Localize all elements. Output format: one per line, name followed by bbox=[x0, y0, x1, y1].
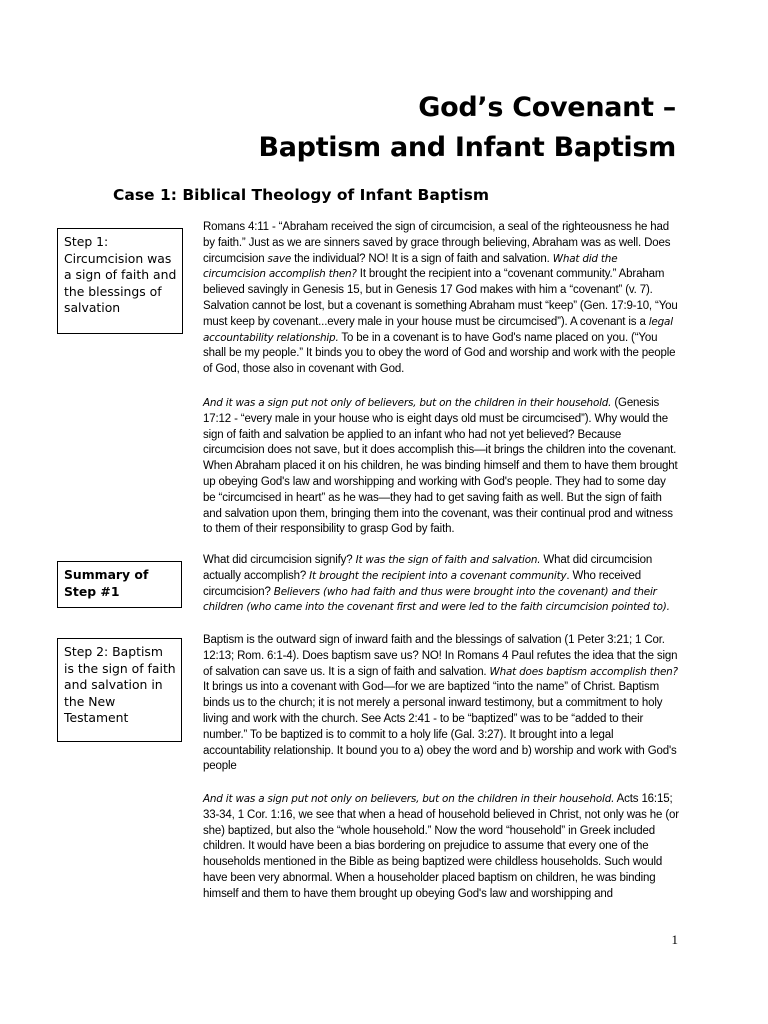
text-run: Romans 4:11 - “Abraham received the sign of circumcision, a seal of the righteousness he had by faith.” Just as we are sinners saved by grace through believing, Abraham was as well. Does circumcision bbox=[203, 221, 671, 265]
text-run: the individual? NO! It is a sign of faith and salvation. bbox=[291, 252, 553, 265]
text-run: . Who received circumcision? bbox=[203, 569, 642, 598]
emphasis-run: It was the sign of faith and salvation. bbox=[355, 554, 541, 566]
emphasis-run: Believers (who had faith and thus were brought into the covenant) and their children (who came into the covenant first and were led to the faith circumcision pointed to). bbox=[203, 585, 670, 614]
step-1-box: Step 1: Circumcision was a sign of faith and the blessings of salvation bbox=[57, 228, 183, 334]
case-heading: Case 1: Biblical Theology of Infant Baptism bbox=[113, 186, 489, 204]
summary-step-1-box: Summary of Step #1 bbox=[57, 561, 182, 608]
paragraph-baptism bbox=[203, 633, 680, 775]
paragraph-romans bbox=[203, 220, 680, 378]
page-number: 1 bbox=[671, 932, 678, 947]
emphasis-run: And it was a sign put not only of believers, but on the children in their household. bbox=[203, 397, 612, 409]
emphasis-run: What did the circumcision accomplish then? bbox=[203, 252, 618, 281]
text-run: Acts 16:15; 33-34, 1 Cor. 1:16, we see that when a head of household believed in Christ, not only was he (or she) baptized, but also the “whole household.” Now the word “household” in Greek included children. It would have been a bias bordering on prejudice to assume that every one of the households mentioned in the Bible as being baptized were childless households. Such would have been very abnormal. When a householder placed baptism on children, he was binding himself and them to have them brought up obeying God's law and worshipping and bbox=[203, 793, 679, 900]
title-line-1: God’s Covenant – bbox=[418, 92, 676, 123]
step-2-box: Step 2: Baptism is the sign of faith and salvation in the New Testament bbox=[57, 638, 182, 742]
emphasis-run: legal accountability relationship. bbox=[203, 315, 673, 344]
title-line-2: Baptism and Infant Baptism bbox=[258, 132, 676, 163]
paragraph-circumcision-children bbox=[203, 396, 680, 538]
paragraph-summary bbox=[203, 553, 680, 616]
emphasis-run: save bbox=[267, 252, 292, 265]
text-run: It brought the recipient into a “covenant community.” Abraham believed savingly in Genesis 15, but in Genesis 17 God makes with him a “covenant” (v. 7). Salvation cannot be lost, but a covenant is something Abraham must “keep” (Gen. 17:9-10, “You must keep by covenant...every male in your house must be circumcised”). A covenant is a bbox=[203, 268, 678, 328]
text-run: Baptism is the outward sign of inward faith and the blessings of salvation (1 Peter 3:21; 1 Cor. 12:13; Rom. 6:1-4). Does baptism save us? NO! In Romans 4 Paul refutes the idea that the sign of salvation can save us. It is a sign of faith and salvation. bbox=[203, 634, 678, 678]
text-run: What did circumcision signify? bbox=[203, 554, 356, 566]
document-title bbox=[258, 88, 676, 168]
emphasis-run: And it was a sign put not only on believers, but on the children in their household. bbox=[203, 793, 615, 805]
emphasis-run: What does baptism accomplish then? bbox=[489, 665, 678, 678]
text-run: It brings us into a covenant with God—for we are baptized “into the name” of Christ. Baptism binds us to the church; it is not merely a personal inward testimony, but a commitment to holy living and work with the church. See Acts 2:41 - to be “baptized” was to be “added to their number.” To be baptized is to commit to a holy life (Gal. 3:27). It brought into a legal accountability relationship. It bound you to a) obey the word and b) worship and work with God's people bbox=[203, 681, 677, 773]
text-run: What did circumcision actually accomplish? bbox=[203, 554, 653, 582]
paragraph-household-baptism bbox=[203, 792, 680, 903]
text-run: (Genesis 17:12 - “every male in your house who is eight days old must be circumcised”). Why would the sign of faith and salvation be applied to an infant who had not yet believed? Because circumcision does not save, but it does accomplish this—it brings the children into the covenant. When Abraham placed it on his children, he was binding himself and them to have them brought up obeying God's law and worshipping and working with God's people. They had to some day be “circumcised in heart” as he was—they had to get saving faith as well. But the sign of faith and salvation upon them, bringing them into the covenant, was their continual prod and witness to them of their responsibility to grasp God by faith. bbox=[203, 397, 678, 536]
emphasis-run: It brought the recipient into a covenant community bbox=[309, 569, 567, 582]
text-run: To be in a covenant is to have God's name placed on you. (“You shall be my people.” It binds you to obey the word of God and worship and work with the people of God, those also in covenant with God. bbox=[203, 331, 676, 376]
